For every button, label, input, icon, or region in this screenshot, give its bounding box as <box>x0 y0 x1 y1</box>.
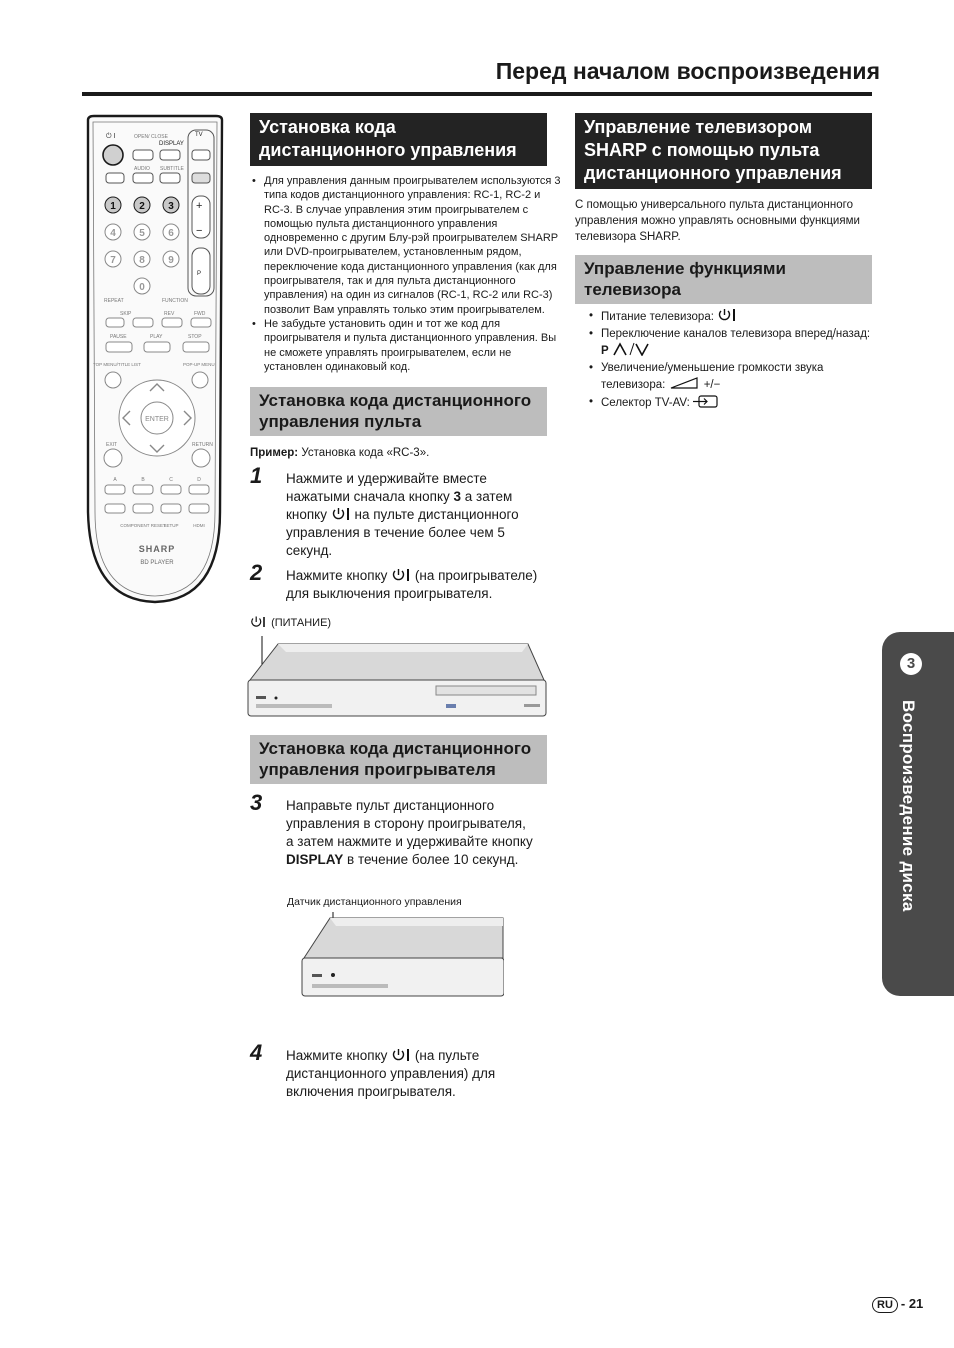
power-icon <box>391 568 411 582</box>
chapter-number: 3 <box>900 653 922 675</box>
remote-function-label: FUNCTION <box>162 298 188 304</box>
tv-control-intro: С помощью универсального пульта дистанционного управления можно управлять основными функциями телевизора SHARP. <box>575 199 860 243</box>
remote-component-reset-label: COMPONENT RESET <box>120 523 166 528</box>
title-divider <box>82 92 872 96</box>
chapter-title-text: Воспроизведение диска <box>899 700 918 912</box>
power-icon <box>250 616 268 628</box>
remote-color-c-label: C <box>169 477 173 483</box>
remote-key-2: 2 <box>139 201 145 212</box>
remote-key-0: 0 <box>139 282 145 293</box>
volume-sign: +/− <box>703 379 721 391</box>
svg-text:+: + <box>196 200 203 212</box>
step-4-text-a: Нажмите кнопку <box>286 1048 392 1063</box>
chapter-title <box>898 700 928 980</box>
example-label: Пример: <box>250 447 299 459</box>
remote-key-5: 5 <box>139 228 145 239</box>
step-1-number: 1 <box>250 463 263 488</box>
remote-subtitle-label: SUBTITLE <box>160 166 184 172</box>
remote-key-6: 6 <box>168 228 174 239</box>
tv-av-text: Селектор TV-AV: <box>601 396 694 409</box>
step-4-number: 4 <box>250 1040 263 1065</box>
section-heading-tv-control: Управление телевизором SHARP с помощью пульта дистанционного управления <box>575 113 872 189</box>
remote-model: BD PLAYER <box>140 560 174 566</box>
step-1-text-a: Нажмите и удерживайте вместе нажатыми сначала кнопку <box>286 471 487 504</box>
section-heading-player-set: Установка кода дистанционного управления проигрывателя <box>250 735 547 784</box>
remote-audio-label: AUDIO <box>134 166 150 172</box>
channel-p-label: P <box>601 345 609 357</box>
page-title: Перед началом воспроизведения <box>495 58 880 84</box>
remote-p-label: P <box>197 271 202 277</box>
input-select-icon <box>693 394 719 408</box>
remote-repeat-label: REPEAT <box>104 298 124 304</box>
svg-text:−: − <box>196 225 203 237</box>
step-3-text-b: в течение более 10 секунд. <box>343 852 519 867</box>
remote-display-label: DISPLAY <box>159 141 184 147</box>
remote-code-bullet-1: • Для управления данным проигрывателем используются 3 типа кодов дистанционного управления: RC-1, RC-2 и RC-3. В случае управления этим проигрывателем с помощью пульта дистанционного управления одновременно с другим Блу-рэй проигрывателем SHARP или DVD-проигрывателем, установленным рядом, переключение кода дистанционного управления (как для проигрывателя, так и для пульта дистанционного управления) на один из сигналов (RC-1, RC-2 или RC-3) позволит Вам управлять только этим проигрывателем. <box>264 174 561 317</box>
tv-av-item <box>601 394 883 412</box>
remote-key-4: 4 <box>110 228 116 239</box>
step-3-text-a: Направьте пульт дистанционного управления в сторону проигрывателя, а затем нажмите и удерживайте кнопку <box>286 798 533 849</box>
remote-exit-label: EXIT <box>106 442 118 448</box>
remote-color-d-label: D <box>197 477 201 483</box>
remote-setup-label: SETUP <box>163 523 179 528</box>
example-line <box>250 446 429 460</box>
remote-key-1: 1 <box>110 201 116 212</box>
power-icon <box>391 1048 411 1062</box>
step-3-text <box>286 797 536 869</box>
language-badge: RU <box>872 1297 898 1313</box>
remote-skip-label: SKIP <box>120 311 132 317</box>
section-heading-remote-set: Установка кода дистанционного управления пульта <box>250 387 547 436</box>
remote-open-close-label: OPEN/ CLOSE <box>134 134 168 140</box>
step-2-text-b: (на проигрывателе) для выключения проигрывателя. <box>286 568 538 601</box>
power-label <box>250 616 331 629</box>
remote-popup-menu-label: POP-UP MENU <box>183 362 215 367</box>
remote-hdmi-label: HDMI <box>193 523 205 528</box>
channel-up-down-icon <box>612 342 652 356</box>
remote-brand: SHARP <box>138 544 176 554</box>
remote-play-label: PLAY <box>150 334 163 340</box>
remote-rev-label: REV <box>164 311 175 317</box>
remote-code-bullet-2: • Не забудьте установить один и тот же код для проигрывателя и пульта дистанционного управления. Вы не сможете управлять проигрывателем, если не установлен одинаковый код. <box>264 317 561 374</box>
remote-color-b-label: B <box>141 477 145 483</box>
example-text: Установка кода «RC-3». <box>298 447 430 459</box>
page-number: - 21 <box>900 1296 924 1311</box>
tv-volume-text: Увеличение/уменьшение громкости звука телевизора: <box>601 361 824 391</box>
power-icon <box>331 507 351 521</box>
step-1-key-3: 3 <box>453 489 462 504</box>
tv-volume-item <box>601 360 883 394</box>
remote-code-bullet-list <box>250 174 561 374</box>
remote-return-label: RETURN <box>192 442 213 448</box>
step-2-text-a: Нажмите кнопку <box>286 568 392 583</box>
section-heading-remote-code: Установка кода дистанционного управления <box>250 113 547 166</box>
remote-top-menu-label: TOP MENU/TITLE LIST <box>93 362 141 367</box>
step-3-display-key: DISPLAY <box>286 852 344 867</box>
remote-control-illustration <box>80 112 230 612</box>
remote-stop-label: STOP <box>188 334 202 340</box>
remote-color-a-label: A <box>113 477 117 483</box>
remote-fwd-label: FWD <box>194 311 206 317</box>
remote-tv-label: TV <box>195 132 203 138</box>
tv-channel-text: Переключение каналов телевизора вперед/назад: <box>601 327 871 340</box>
remote-key-7: 7 <box>110 255 116 266</box>
step-4-text-b: (на пульте дистанционного управления) для включения проигрывателя. <box>286 1048 496 1099</box>
step-2-number: 2 <box>250 560 263 585</box>
step-1-text-c: на пульте дистанционного управления в течение более чем 5 секунд. <box>286 507 519 558</box>
sensor-illustration <box>300 908 504 1000</box>
remote-key-8: 8 <box>139 255 145 266</box>
player-illustration <box>246 630 548 720</box>
step-4-text <box>286 1047 536 1101</box>
step-2-text <box>286 567 541 603</box>
tv-power-text: Питание телевизора: <box>601 311 718 323</box>
power-label-text: (ПИТАНИЕ) <box>271 617 332 629</box>
page-footer <box>872 1296 923 1313</box>
remote-key-9: 9 <box>168 255 174 266</box>
tv-channel-item <box>601 326 883 360</box>
tv-functions-list <box>587 308 883 411</box>
section-heading-tv-functions: Управление функциями телевизора <box>575 255 872 304</box>
tv-power-item <box>601 308 883 326</box>
step-1-text <box>286 470 536 560</box>
remote-pause-label: PAUSE <box>110 334 127 340</box>
volume-icon <box>669 376 701 390</box>
remote-key-3: 3 <box>168 201 174 212</box>
step-3-number: 3 <box>250 790 263 815</box>
svg-text:⏻ I: ⏻ I <box>106 133 116 140</box>
remote-enter-label: ENTER <box>145 416 169 423</box>
sensor-label: Датчик дистанционного управления <box>287 896 462 908</box>
step-1-text-b: а затем кнопку <box>286 489 513 522</box>
power-icon <box>717 308 737 322</box>
